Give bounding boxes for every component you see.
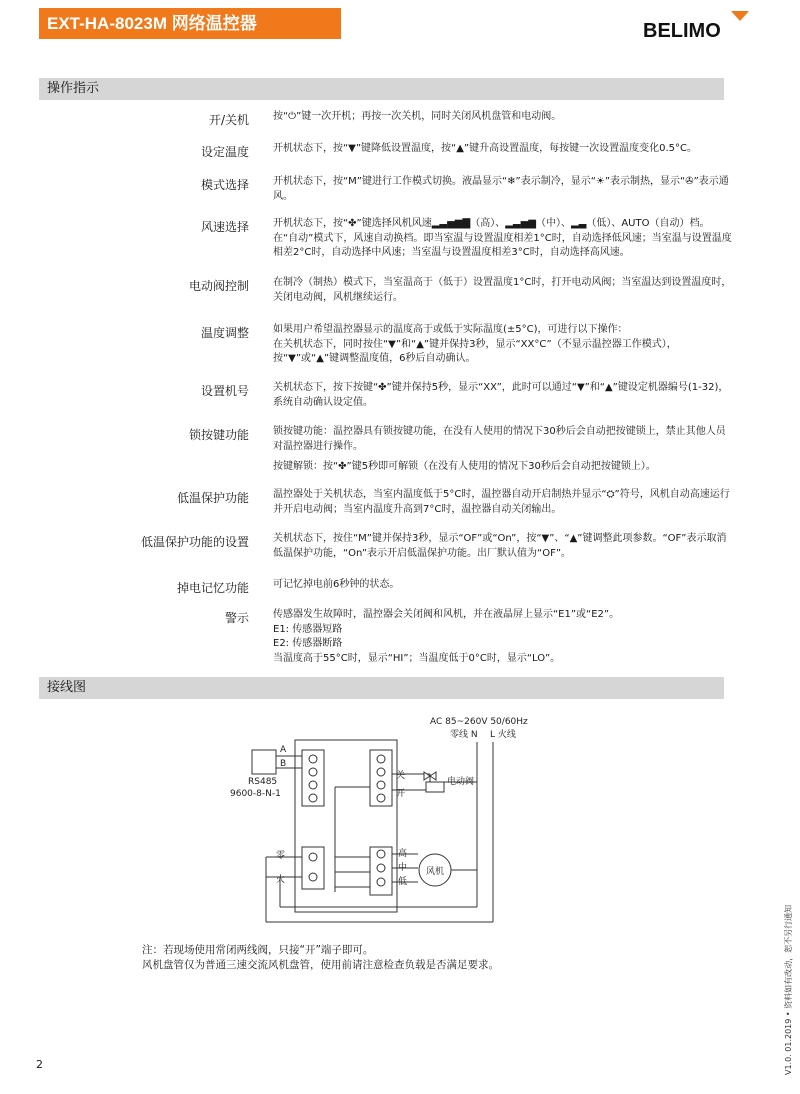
zero-label: 零 [276, 851, 286, 861]
row-description [273, 217, 733, 261]
row-description [273, 425, 733, 475]
row-description [273, 578, 733, 593]
row-description-line: 可记忆掉电前6秒钟的状态。 [273, 579, 400, 590]
row-description-line: E2: 传感器断路 [273, 638, 343, 649]
terminal-b-label: B [280, 759, 287, 769]
note-line-1: 注：若现场使用常闭两线阀，只接“开”端子即可。 [142, 944, 374, 956]
high-label: 高 [398, 849, 408, 859]
document-title: EXT-HA-8023M 网络温控器 [39, 8, 341, 39]
row-description-line: 温控器处于关机状态，当室内温度低于5°C时，温控器自动开启制热并显示“⛭”符号，风机自动高速运行并开启电动阀；当室内温度升高到7°C时，温控器自动关闭输出。 [273, 489, 730, 515]
row-label: 温度调整 [200, 326, 249, 340]
note-line-2: 风机盘管仅为普通三速交流风机盘管，使用前请注意检查负载是否满足要求。 [142, 959, 499, 971]
row-description-line: 锁按键功能：温控器具有锁按键功能，在没有人使用的情况下30秒后会自动把按键锁上，禁止其他人员对温控器进行操作。 [273, 426, 726, 452]
row-description [273, 608, 733, 666]
version-side-text: V1.0. 01.2019 • 资料如有改动，恕不另行通知 [784, 904, 793, 1075]
row-description-line: 传感器发生故障时，温控器会关闭阀和风机，并在液晶屏上显示“E1”或“E2”。 [273, 609, 620, 620]
row-label: 开/关机 [208, 113, 249, 127]
row-description [273, 323, 733, 367]
row-description [273, 532, 733, 561]
section-wiring: 接线图 [39, 677, 724, 699]
logo-text: BELIMO [643, 20, 721, 39]
row-description-line: 按键解锁：按“✤”键5秒即可解锁（在没有人使用的情况下30秒后会自动把按键锁上）。 [273, 461, 656, 472]
row-label: 警示 [224, 611, 249, 625]
row-label: 低温保护功能 [176, 491, 249, 505]
rs485-label: RS485 [248, 777, 278, 787]
row-description [273, 488, 733, 517]
row-description [273, 276, 733, 305]
row-label: 设置机号 [200, 384, 249, 398]
row-description-line: E1: 传感器短路 [273, 623, 343, 635]
terminal-a-label: A [280, 745, 287, 755]
logo-triangle [731, 11, 749, 21]
row-description [273, 142, 733, 157]
low-label: 低 [398, 877, 408, 887]
live-label: L 火线 [490, 730, 516, 740]
row-description-line: 如果用户希望温控器显示的温度高于或低于实际温度(±5°C)，可进行以下操作： [273, 324, 628, 335]
row-description-line: 开机状态下，按“✤”键选择风机风速▂▃▅▆▇（高）、▂▃▅▆（中）、▂▃（低）、AUTO（自动）档。在“自动”模式下，风速自动换档。即当室温与设置温度相差1°C时，自动选择低风速；当室温与设置温度相差2°C时，自动选择中风速；当室温与设置温度相差3°C时，自动选择高风速。 [273, 218, 732, 258]
row-description-line: 开机状态下，按“M”键进行工作模式切换。液晶显示“❄”表示制冷，显示“☀”表示制热，显示“✇”表示通风。 [273, 176, 729, 202]
row-label: 设定温度 [200, 145, 249, 159]
valve-label: 电动阀 [447, 777, 475, 787]
row-description-line: 在制冷（制热）模式下，当室温高于（低于）设置温度1°C时，打开电动风阀；当室温达到设置温度时，关闭电动阀，风机继续运行。 [273, 277, 732, 303]
row-description [273, 110, 733, 125]
mid-label: 中 [398, 863, 408, 873]
row-label: 电动阀控制 [188, 279, 249, 293]
row-label: 掉电记忆功能 [176, 581, 249, 595]
section-operation: 操作指示 [39, 78, 724, 100]
row-description-line: 当温度高于55°C时，显示“HI”；当温度低于0°C时，显示“LO”。 [273, 652, 561, 664]
page-number: 2 [36, 1058, 43, 1071]
baud-label: 9600-8-N-1 [230, 789, 281, 799]
row-description-line: 按“⏻”键一次开机；再按一次关机，同时关闭风机盘管和电动阀。 [273, 111, 562, 122]
row-description [273, 381, 733, 410]
fan-label: 风机 [426, 867, 445, 877]
row-description-line: 在关机状态下，同时按住“▼”和“▲”键并保持3秒，显示“XX°C”（不显示温控器工作模式），按“▼”或“▲”键调整温度值，6秒后自动确认。 [273, 338, 677, 364]
supply-label: AC 85~260V 50/60Hz [430, 717, 528, 727]
neutral-label: 零线 N [450, 730, 478, 740]
row-description-line: 开机状态下，按“▼”键降低设置温度，按“▲”键升高设置温度，每按键一次设置温度变化0.5°C。 [273, 143, 697, 154]
belimo-logo [643, 9, 763, 39]
row-label: 风速选择 [200, 220, 249, 234]
row-label: 模式选择 [200, 178, 249, 192]
fire-label: 火 [276, 875, 286, 885]
wiring-diagram [200, 712, 600, 952]
row-label: 低温保护功能的设置 [140, 535, 249, 549]
open-label: 开 [396, 789, 406, 799]
row-description [273, 175, 733, 204]
rs485-box [252, 750, 276, 774]
valve-symbol [424, 772, 444, 792]
row-description-line: 关机状态下，按下按键“✤”键并保持5秒，显示“XX”，此时可以通过“▼”和“▲”键设定机器编号(1-32)，系统自动确认设定值。 [273, 382, 729, 408]
close-label: 关 [396, 771, 406, 781]
row-label: 锁按键功能 [188, 428, 249, 442]
row-description-line: 关机状态下，按住“M”键并保持3秒，显示“OF”或“On”，按“▼”、“▲”键调整此项参数。“OF”表示取消低温保护功能，“On”表示开启低温保护功能。出厂默认值为“OF”。 [273, 533, 727, 559]
